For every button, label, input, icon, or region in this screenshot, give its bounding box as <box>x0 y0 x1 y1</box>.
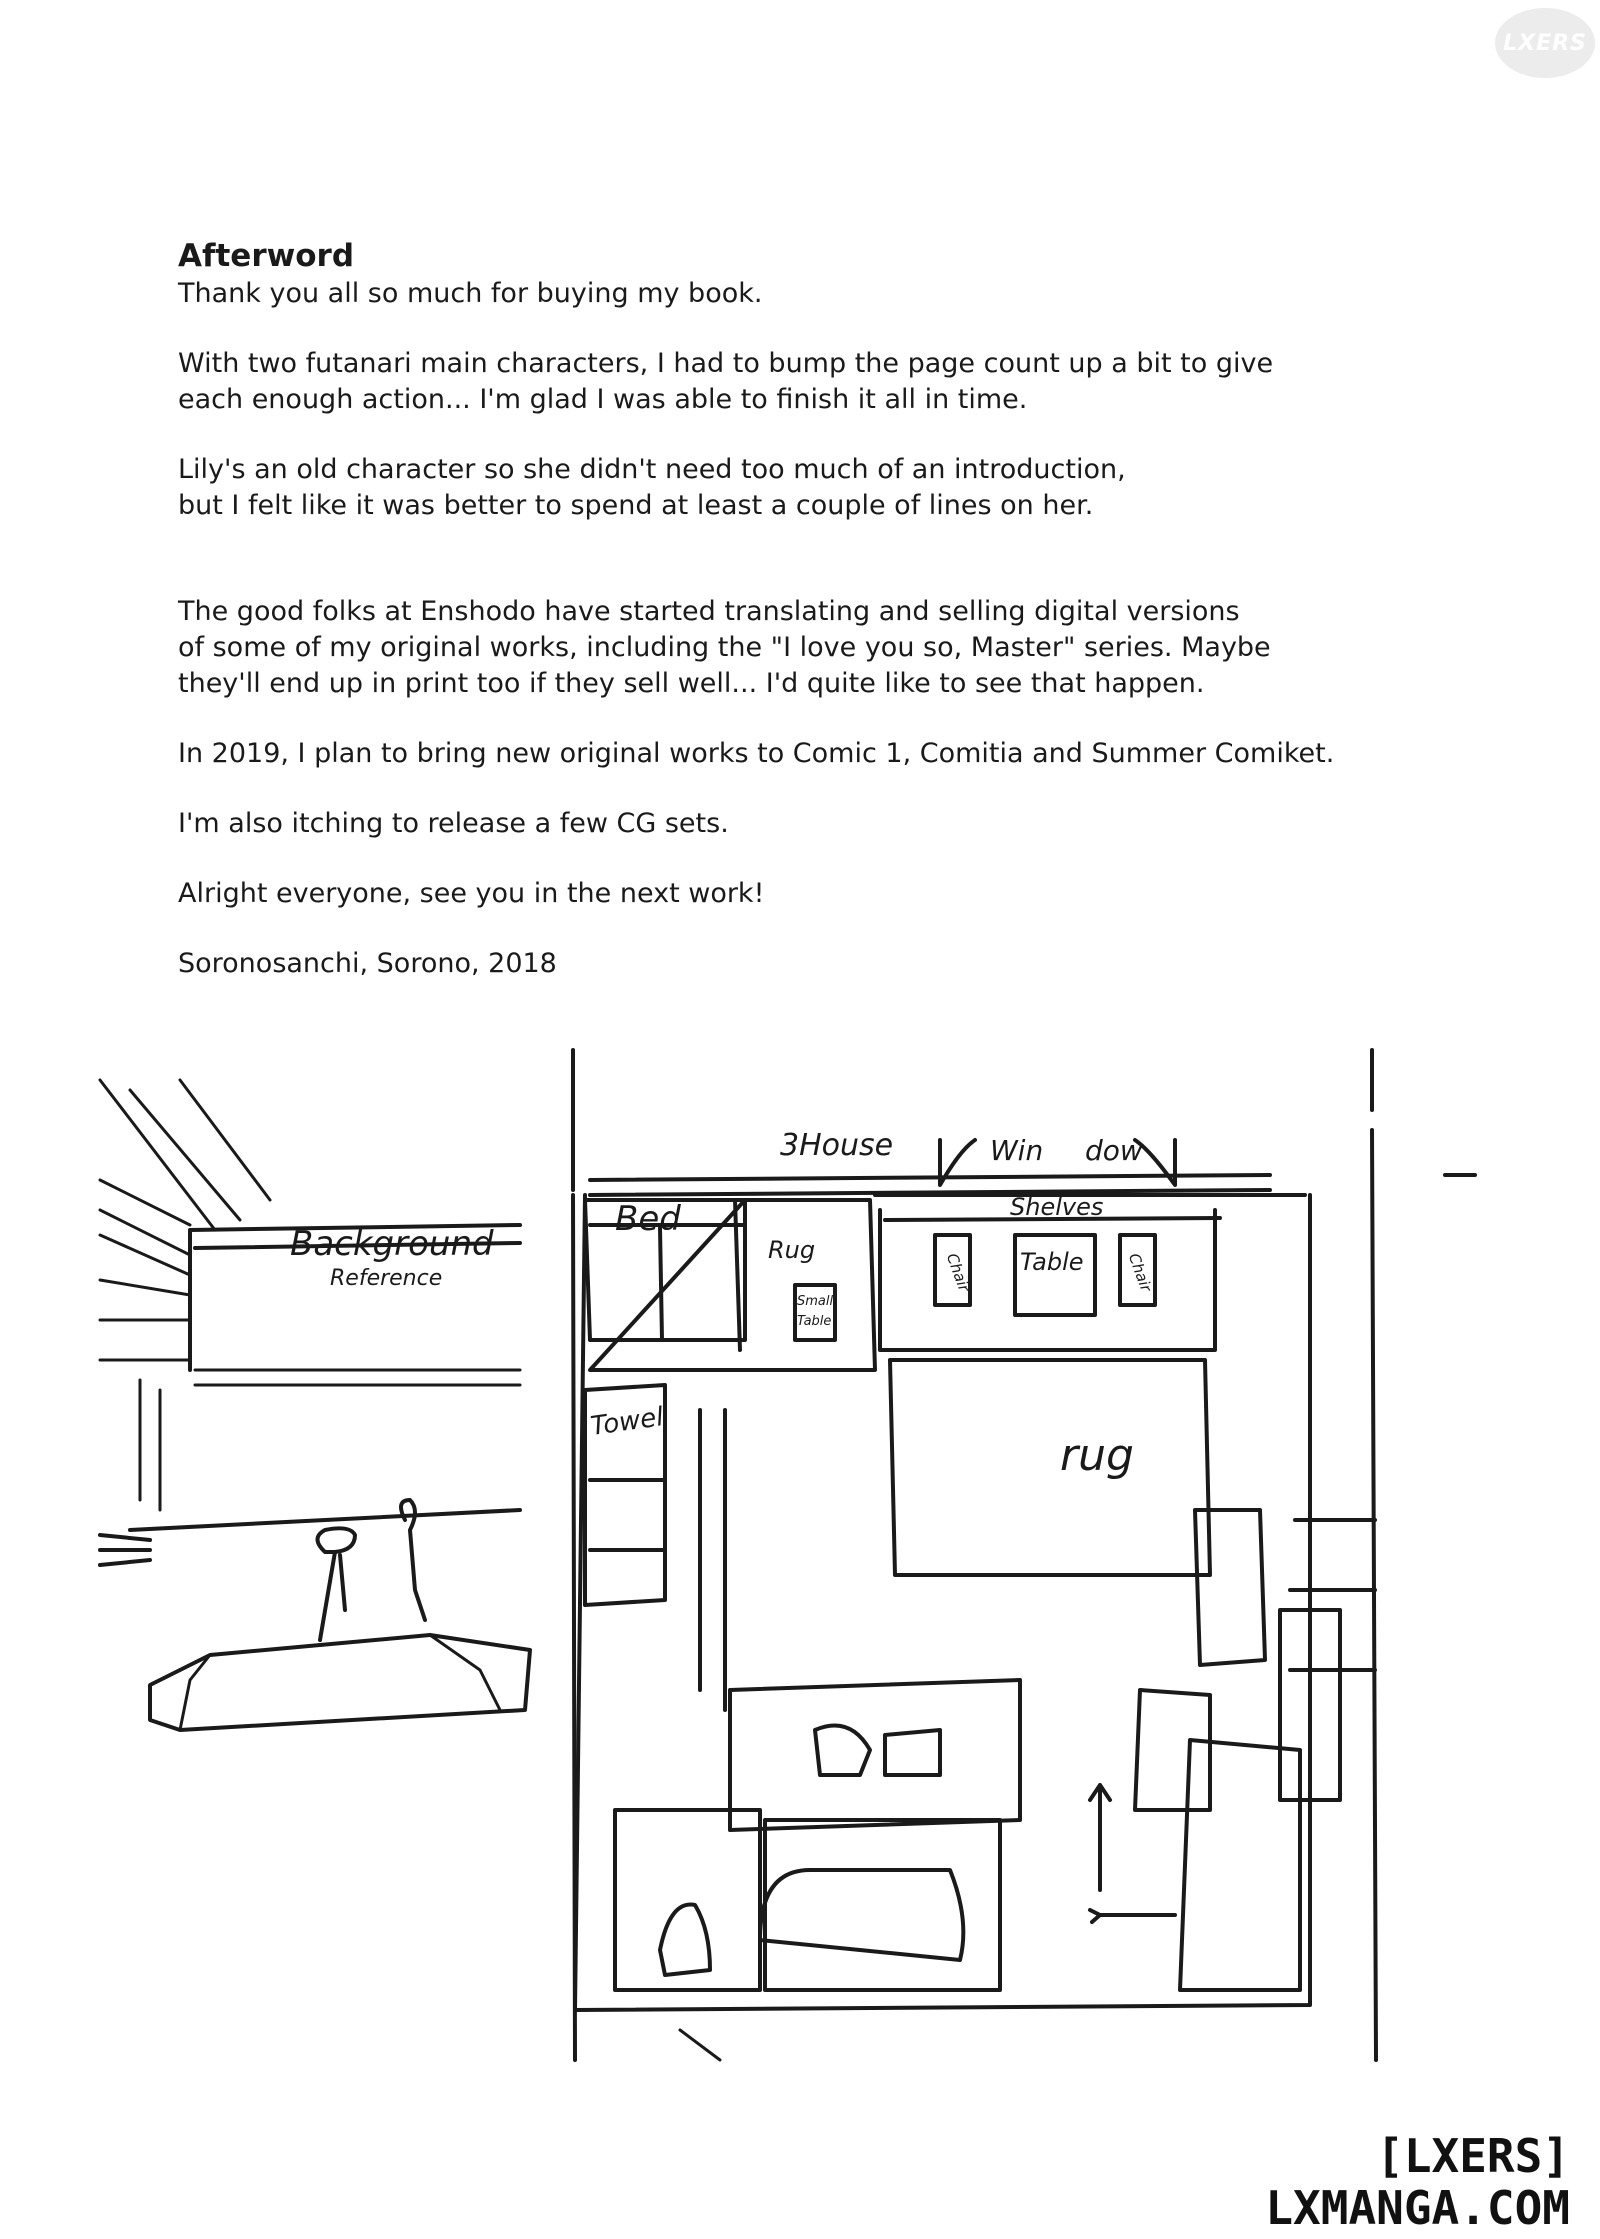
sketch-label: Table <box>1020 1248 1084 1276</box>
sketch-label: Towel <box>588 1402 666 1442</box>
sketch-label: Bed <box>615 1199 681 1239</box>
text-line: they'll end up in print too if they sell well... I'd quite like to see that happen. <box>178 668 1205 699</box>
sketch-label: dow <box>1085 1134 1143 1167</box>
sketch-label: Chair <box>942 1250 974 1295</box>
sketch-label: rug <box>1060 1430 1134 1481</box>
lxers-badge-logo <box>1495 8 1595 78</box>
sketch-label: Rug <box>768 1236 816 1264</box>
text-line: each enough action... I'm glad I was able to finish it all in time. <box>178 384 1028 415</box>
sketch-label: Background <box>290 1224 494 1264</box>
text-line: but I felt like it was better to spend at least a couple of lines on her. <box>178 490 1094 521</box>
text-line: Lily's an old character so she didn't need too much of an introduction, <box>178 454 1126 485</box>
sketch-label: Win <box>990 1134 1044 1167</box>
text-line: of some of my original works, including the "I love you so, Master" series. Maybe <box>178 632 1271 663</box>
watermark-line-1: [LXERS] <box>1376 2129 1570 2183</box>
text-line: The good folks at Enshodo have started translating and selling digital versions <box>178 596 1240 627</box>
sketch-label: Table <box>797 1314 832 1329</box>
text-line: Alright everyone, see you in the next work! <box>178 878 765 909</box>
sketch-label: 3House <box>780 1128 894 1163</box>
sketch-drawing <box>0 1030 1600 2130</box>
paragraph-cg-sets <box>178 806 1408 842</box>
lxmanga-watermark <box>1265 2130 1570 2234</box>
paragraph-enshodo <box>178 594 1408 702</box>
paragraph-lily <box>178 452 1408 524</box>
paragraph-farewell <box>178 876 1408 912</box>
sketch-label: Small <box>797 1294 834 1309</box>
text-line: Soronosanchi, Sorono, 2018 <box>178 948 557 979</box>
paragraph-thanks <box>178 276 1408 312</box>
sketch-label: Shelves <box>1010 1193 1104 1221</box>
text-line: Thank you all so much for buying my book. <box>178 278 763 309</box>
sketch-label: Chair <box>1124 1250 1156 1295</box>
room-layout-sketch <box>0 1030 1600 2130</box>
floor-plan-sketch <box>573 1050 1475 2060</box>
watermark-line-2: LXMANGA.COM <box>1265 2181 1570 2235</box>
sketch-label: Reference <box>330 1266 443 1291</box>
paragraph-page-count <box>178 346 1408 418</box>
text-line: With two futanari main characters, I had to bump the page count up a bit to give <box>178 348 1274 379</box>
paragraph-2019-plans <box>178 736 1408 772</box>
afterword-title: Afterword <box>178 238 355 274</box>
paragraph-signature <box>178 946 1408 982</box>
text-line: I'm also itching to release a few CG sets. <box>178 808 729 839</box>
afterword-section <box>178 236 1408 982</box>
text-line: In 2019, I plan to bring new original works to Comic 1, Comitia and Summer Comiket. <box>178 738 1335 769</box>
badge-text: LXERS <box>1503 30 1587 56</box>
